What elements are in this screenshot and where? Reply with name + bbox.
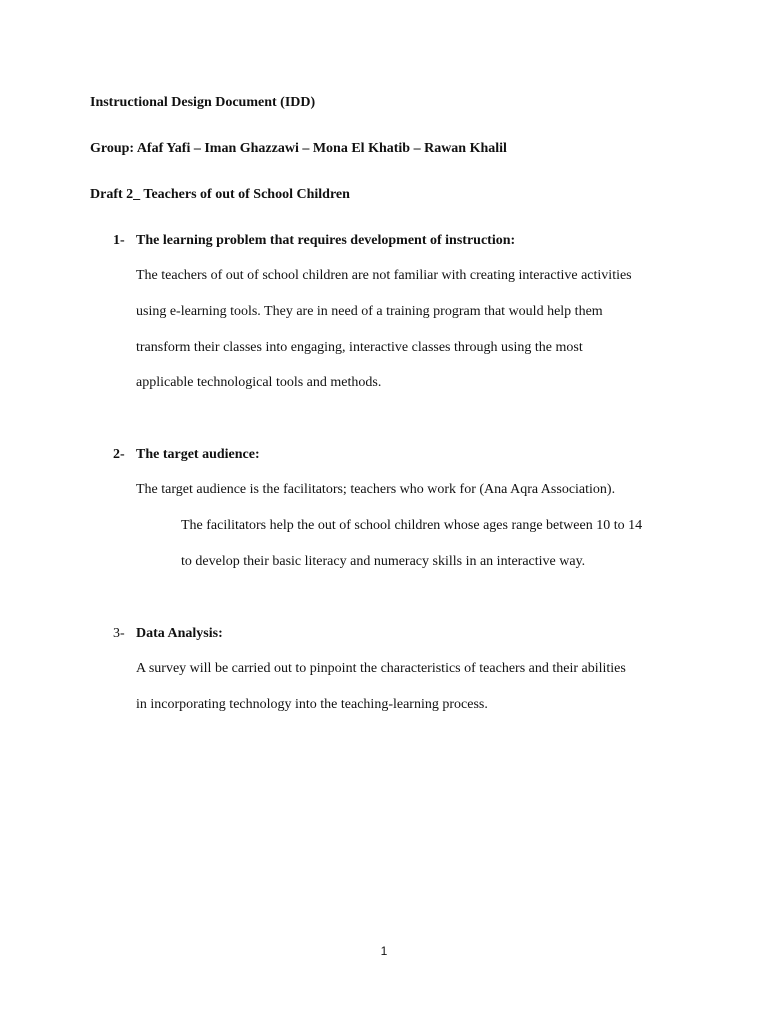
section-text-line: The target audience is the facilitators; teachers who work for (Ana Aqra Association). xyxy=(136,482,616,497)
section-text-line: applicable technological tools and methods. xyxy=(136,375,382,390)
section-text-line: using e-learning tools. They are in need of a training program that would help them xyxy=(136,304,603,319)
section-text-line: A survey will be carried out to pinpoint the characteristics of teachers and their abilities xyxy=(136,661,626,676)
section-indented-line: The facilitators help the out of school children whose ages range between 10 to 14 xyxy=(181,518,643,533)
section-indented-line: to develop their basic literacy and numeracy skills in an interactive way. xyxy=(181,554,586,569)
section-text-line: in incorporating technology into the teaching-learning process. xyxy=(136,697,488,712)
section-number: 1- xyxy=(113,233,125,248)
group-members: Group: Afaf Yafi – Iman Ghazzawi – Mona El Khatib – Rawan Khalil xyxy=(90,141,507,156)
section-text-line: transform their classes into engaging, interactive classes through using the most xyxy=(136,340,583,355)
section-number: 2- xyxy=(113,447,125,462)
section-heading: Data Analysis: xyxy=(136,626,223,641)
document-title: Instructional Design Document (IDD) xyxy=(90,95,316,110)
draft-label: Draft 2_ Teachers of out of School Children xyxy=(90,187,350,202)
section-heading: The target audience: xyxy=(136,447,260,462)
section-text-line: The teachers of out of school children are not familiar with creating interactive activities xyxy=(136,268,632,283)
page-number: 1 xyxy=(380,944,388,958)
section-heading: The learning problem that requires development of instruction: xyxy=(136,233,516,248)
section-number: 3- xyxy=(113,626,125,641)
